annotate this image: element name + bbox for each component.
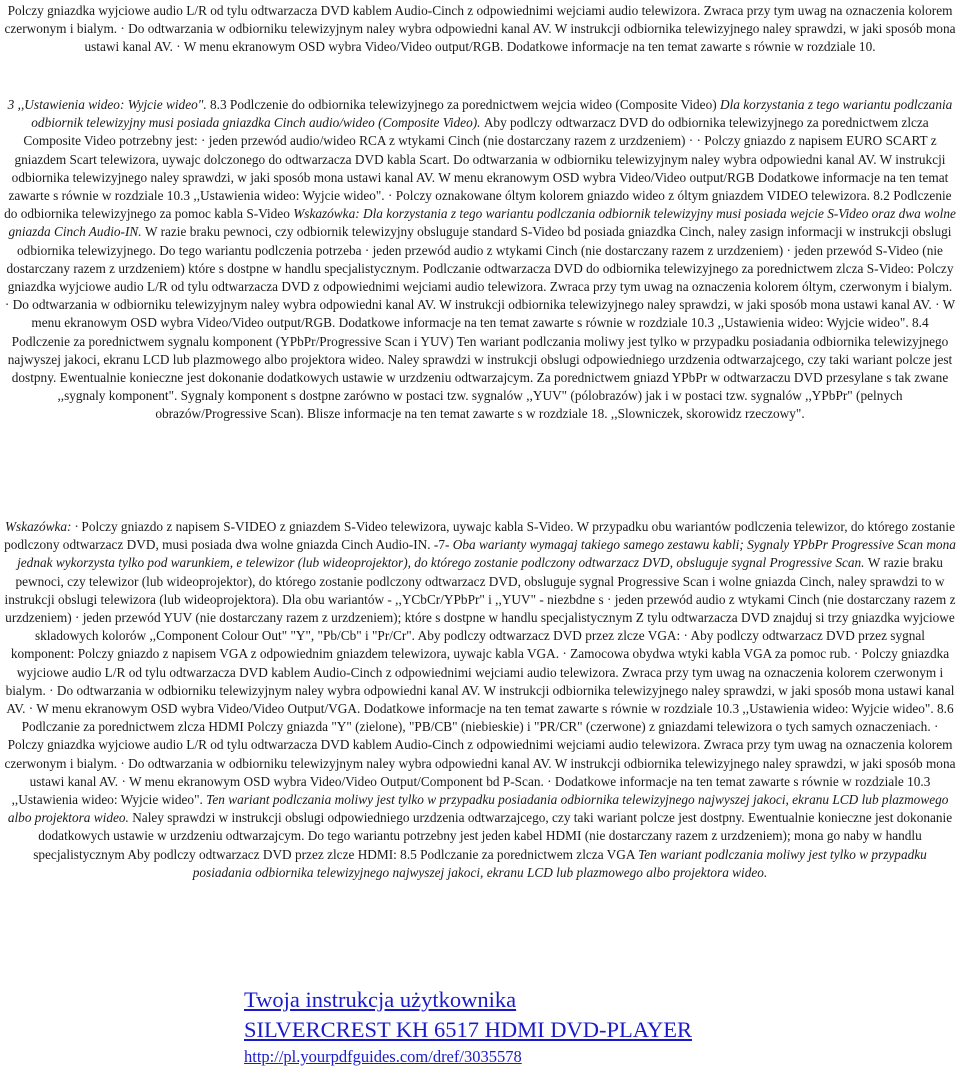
text-span: 3 ,,Ustawienia wideo: Wyjcie wideo".: [7, 97, 210, 112]
text-span: W razie braku pewnoci, czy odbiornik telewizyjny obsluguje standard S-Video bd posiada gniazdka Cinch, naley zasign informacji w instrukcji obslugi odbiornika telewizyjnego. Do tego wariantu podlczenia potrzeba · jeden przewód audio z wtykami Cinch (nie dostarczany razem z urzdzeniem) · jeden przewód S-Video (nie dostarczany razem z urzdzeniem) które s dostpne w handlu specjalistycznym. Podlczanie odtwarzacza DVD do odbiornika telewizyjnego za porednictwem zlcza S-Video: Polczy gniazdka wyjciowe audio L/R od tylu odtwarzacza DVD z odpowiednimi wejciami audio telewizora. Zwraca przy tym uwag na oznaczenia kolorem óltym, czerwonym i bialym. · Do odtwarzania w odbiorniku telewizyjnym naley wybra odpowiedni kanal AV. W instrukcji odbiornika telewizyjnego naley sprawdzi, w jaki sposób mona ustawi kanal AV. · W menu ekranowym OSD wybra Video/Video output/RGB. Dodatkowe informacje na ten temat zawarte s równie w rozdziale 10.3 ,,Ustawienia wideo: Wyjcie wideo". 8.4 Podlczenie za porednictwem sygnalu komponent (YPbPr/Progressive Scan i YUV): [4, 224, 956, 349]
paragraph-audio-connection: [4, 2, 956, 57]
text-span: W razie braku pewnoci, czy telewizor (lub wideoprojektor), do którego zostanie podlczony odtwarzacz DVD, obsluguje sygnal Progressive Scan i wolne gniazda Cinch, naley sprawdzi to w instrukcji obslugi telewizora (lub wideoprojektora). Dla obu wariantów - ,,YCbCr/YPbPr" i ,,YUV" - niezbdne s · jeden przewód audio z wtykami Cinch (nie dostarczany razem z urzdzeniem) · jeden przewód YUV (nie dostarczany razem z urzdzeniem); które s dostpne w handlu specjalistycznym Z tylu odtwarzacza DVD znajduj si trzy gniazdka wyjciowe skladowych kolorów ,,Component Colour Out" "Y", "Pb/Cb" i "Pr/Cr". Aby podlczy odtwarzacz DVD przez zlcze VGA: · Aby podlczy odtwarzacz DVD przez sygnal komponent: Polczy gniazdo z napisem VGA z odpowiednim gniazdem telewizora, uywajc kabla VGA. · Zamocowa obydwa wtyki kabla VGA za pomoc rub. · Polczy gniazdka wyjciowe audio L/R od tylu odtwarzacza DVD kablem Audio-Cinch z odpowiednimi wejciami audio telewizora. Zwraca przy tym uwag na oznaczenia kolorem czerwonym i bialym. · Do odtwarzania w odbiorniku telewizyjnym naley wybra odpowiedni kanal AV. W instrukcji odbiornika telewizyjnego naley sprawdzi, w jaki sposób mona ustawi kanal AV. · W menu ekranowym OSD wybra Video/Video Output/VGA. Dodatkowe informacje na ten temat zawarte s równie w rozdziale 10.3 ,,Ustawienia wideo: Wyjcie wideo". 8.: [4, 555, 956, 717]
text-span: Naley sprawdzi w instrukcji obslugi odpowiedniego urzdzenia odtwarzajcego, czy taki wariant polcze jest dostpny. Ewentualnie konieczne jest dokonanie dodatkowych ustawie w urzdzeniu odtwarzajcym. Do tego wariantu potrzebny jest jeden kabel HDMI (nie dostarczany razem z urzdzeniem); mona go naby w handlu specjalistycznym Aby podlczy odtwarzacz DVD przez zlcze HDMI: 8.5 Podlczanie za porednictwem zlcza VGA: [33, 810, 953, 862]
text-span: Ten wariant podlczania moliwy jest tylko w przypadku posiadania odbiornika telewizyjnego najwyszej jakoci, ekranu LCD lub plazmowego albo projektora wideo.: [192, 846, 927, 880]
paragraph-vga-hdmi: [4, 518, 956, 882]
text-span: Polczy gniazdo z napisem S-VIDEO z gniazdem S-Video telewizora, uywajc kabla S-Video. W przypadku obu wariantów podlczenia telewizor, do którego zostanie podlczony odtwarzacz DVD, musi posiada dwa wolne gniazda Cinch Audio-IN. -7-: [4, 519, 956, 553]
product-name-link[interactable]: SILVERCREST KH 6517 HDMI DVD-PLAYER: [244, 1017, 692, 1042]
text-span: Oba warianty wymagaj takiego samego zestawu kabli; Sygnaly YPbPr Progressive Scan mona jednak wykorzysta tylko pod warunkiem, e telewizor (lub wideoprojektor), do którego zostanie podlczony odtwarzacz DVD, obsluguje sygnal Progressive Scan.: [17, 537, 956, 571]
section-heading-8-6: 6 Podlczanie za porednictwem zlcza HDMI Polczy gniazda "Y" (zielone), "PB/CB" (niebieskie) i "PR/CR" (czerwone) z gniazdami telewizora o tych samych oznaczeniach. · Polczy gniazdka wyjciowe audio L/R od tylu odtwarzacza DVD kablem Audio-Cinch z odpowiednimi wejciami audio telewizora. Zwraca przy tym uwag na oznaczenia kolorem czerwonym i bialym. · Do odtwarzania w odbiorniku telewizyjnym naley wybra odpowiedni kanal AV. W instrukcji odbiornika telewizyjnego naley sprawdzi, w jaki sposób mona ustawi kanal AV. · W menu ekranowym OSD wybra Video/Video Output/Component bd P-Scan. · Dodatkowe informacje na ten temat zawarte s równie w rozdziale 10.3 ,,Ustawienia wideo: Wyjcie wideo".: [4, 701, 956, 808]
hint-text: Wskazówka: Dla korzystania z tego wariantu podlczania odbiornik telewizyjny musi posiada wejcie S-Video oraz dwa wolne gniazda Cinch Audio-IN.: [8, 206, 956, 240]
paragraph-composite-svideo-component: [4, 96, 956, 424]
text-span: Polczy gniazdo z napisem EURO SCART z gniazdem Scart telewizora, uywajc dolczonego do odtwarzacza DVD kabla Scart. Do odtwarzania w odbiorniku telewizyjnym naley wybra odpowiedni kanal AV. W instrukcji odbiornika telewizyjnego naley sprawdzi, w jaki sposób mona ustawi kanal AV. W menu ekranowym OSD wybra Video/Video output/RGB Dodatkowe informacje na ten temat zawarte s równie w rozdziale 10.3 ,,Ustawienia wideo: Wyjcie wideo". · Polczy oznakowane óltym kolorem gniazdo wideo z óltym gniazdem VIDEO telewizora. 8.: [8, 133, 949, 204]
text-span: Ten wariant podlczania moliwy jest tylko w przypadku posiadania odbiornika telewizyjnego najwyszej jakoci, ekranu LCD lub plazmowego albo projektora wideo.: [7, 792, 949, 826]
text-span: Naley sprawdzi w instrukcji obslugi odpowiedniego urzdzenia odtwarzajcego, czy taki wariant polcze jest dostpny. Ewentualnie konieczne jest dokonanie dodatkowych ustawie w urzdzeniu odtwarzajcym. Za porednictwem gniazd YPbPr w odtwarzaczu DVD przesylane s tak zwane ,,sygnaly komponent". Sygnaly komponent s dostpne zarówno w postaci tzw. sygnalów ,,YUV" (pólobrazów) jak i w postaci tzw. sygnalów ,,YPbPr" (pelnych obrazów/Progressive Scan). Blisze informacje na ten temat zawarte s w rozdziale 18. ,,Slowniczek, skorowidz rzeczowy".: [11, 351, 953, 422]
section-heading-8-3: 8.3 Podlczenie do odbiornika telewizyjnego za porednictwem wejcia wideo (Composite Video): [209, 97, 720, 112]
hint-label: Wskazówka: ·: [4, 519, 82, 534]
section-heading-8-2: 2 Podlczenie do odbiornika telewizyjnego za pomoc kabla S-Video: [4, 188, 952, 222]
text-span: Dla korzystania z tego wariantu podlczania odbiornik telewizyjny musi posiada gniazdka Cinch audio/wideo (Composite Video).: [31, 97, 953, 131]
text-span: Aby podlczy odtwarzacz DVD do odbiornika telewizyjnego za porednictwem zlcza Composite Video potrzebny jest: · jeden przewód audio/wideo RCA z wtykami Cinch (nie dostarczany razem z urzdzeniem) · ·: [23, 115, 929, 149]
text-span: Ten wariant podlczania moliwy jest tylko w przypadku posiadania odbiornika telewizyjnego najwyszej jakoci, ekranu LCD lub plazmowego albo projektora wideo.: [7, 333, 949, 367]
user-manual-link[interactable]: Twoja instrukcja użytkownika: [244, 987, 517, 1012]
footer-links: [244, 985, 944, 1068]
source-url-link[interactable]: http://pl.yourpdfguides.com/dref/3035578: [244, 1047, 522, 1066]
text-span: Polczy gniazdka wyjciowe audio L/R od tylu odtwarzacza DVD kablem Audio-Cinch z odpowiednimi wejciami audio telewizora. Zwraca przy tym uwag na oznaczenia kolorem czerwonym i bialym. · Do odtwarzania w odbiorniku telewizyjnym naley wybra odpowiedni kanal AV. W instrukcji odbiornika telewizyjnego naley sprawdzi, w jaki sposób mona ustawi kanal AV. · W menu ekranowym OSD wybra Video/Video output/RGB. Dodatkowe informacje na ten temat zawarte s równie w rozdziale 10.: [4, 3, 956, 55]
